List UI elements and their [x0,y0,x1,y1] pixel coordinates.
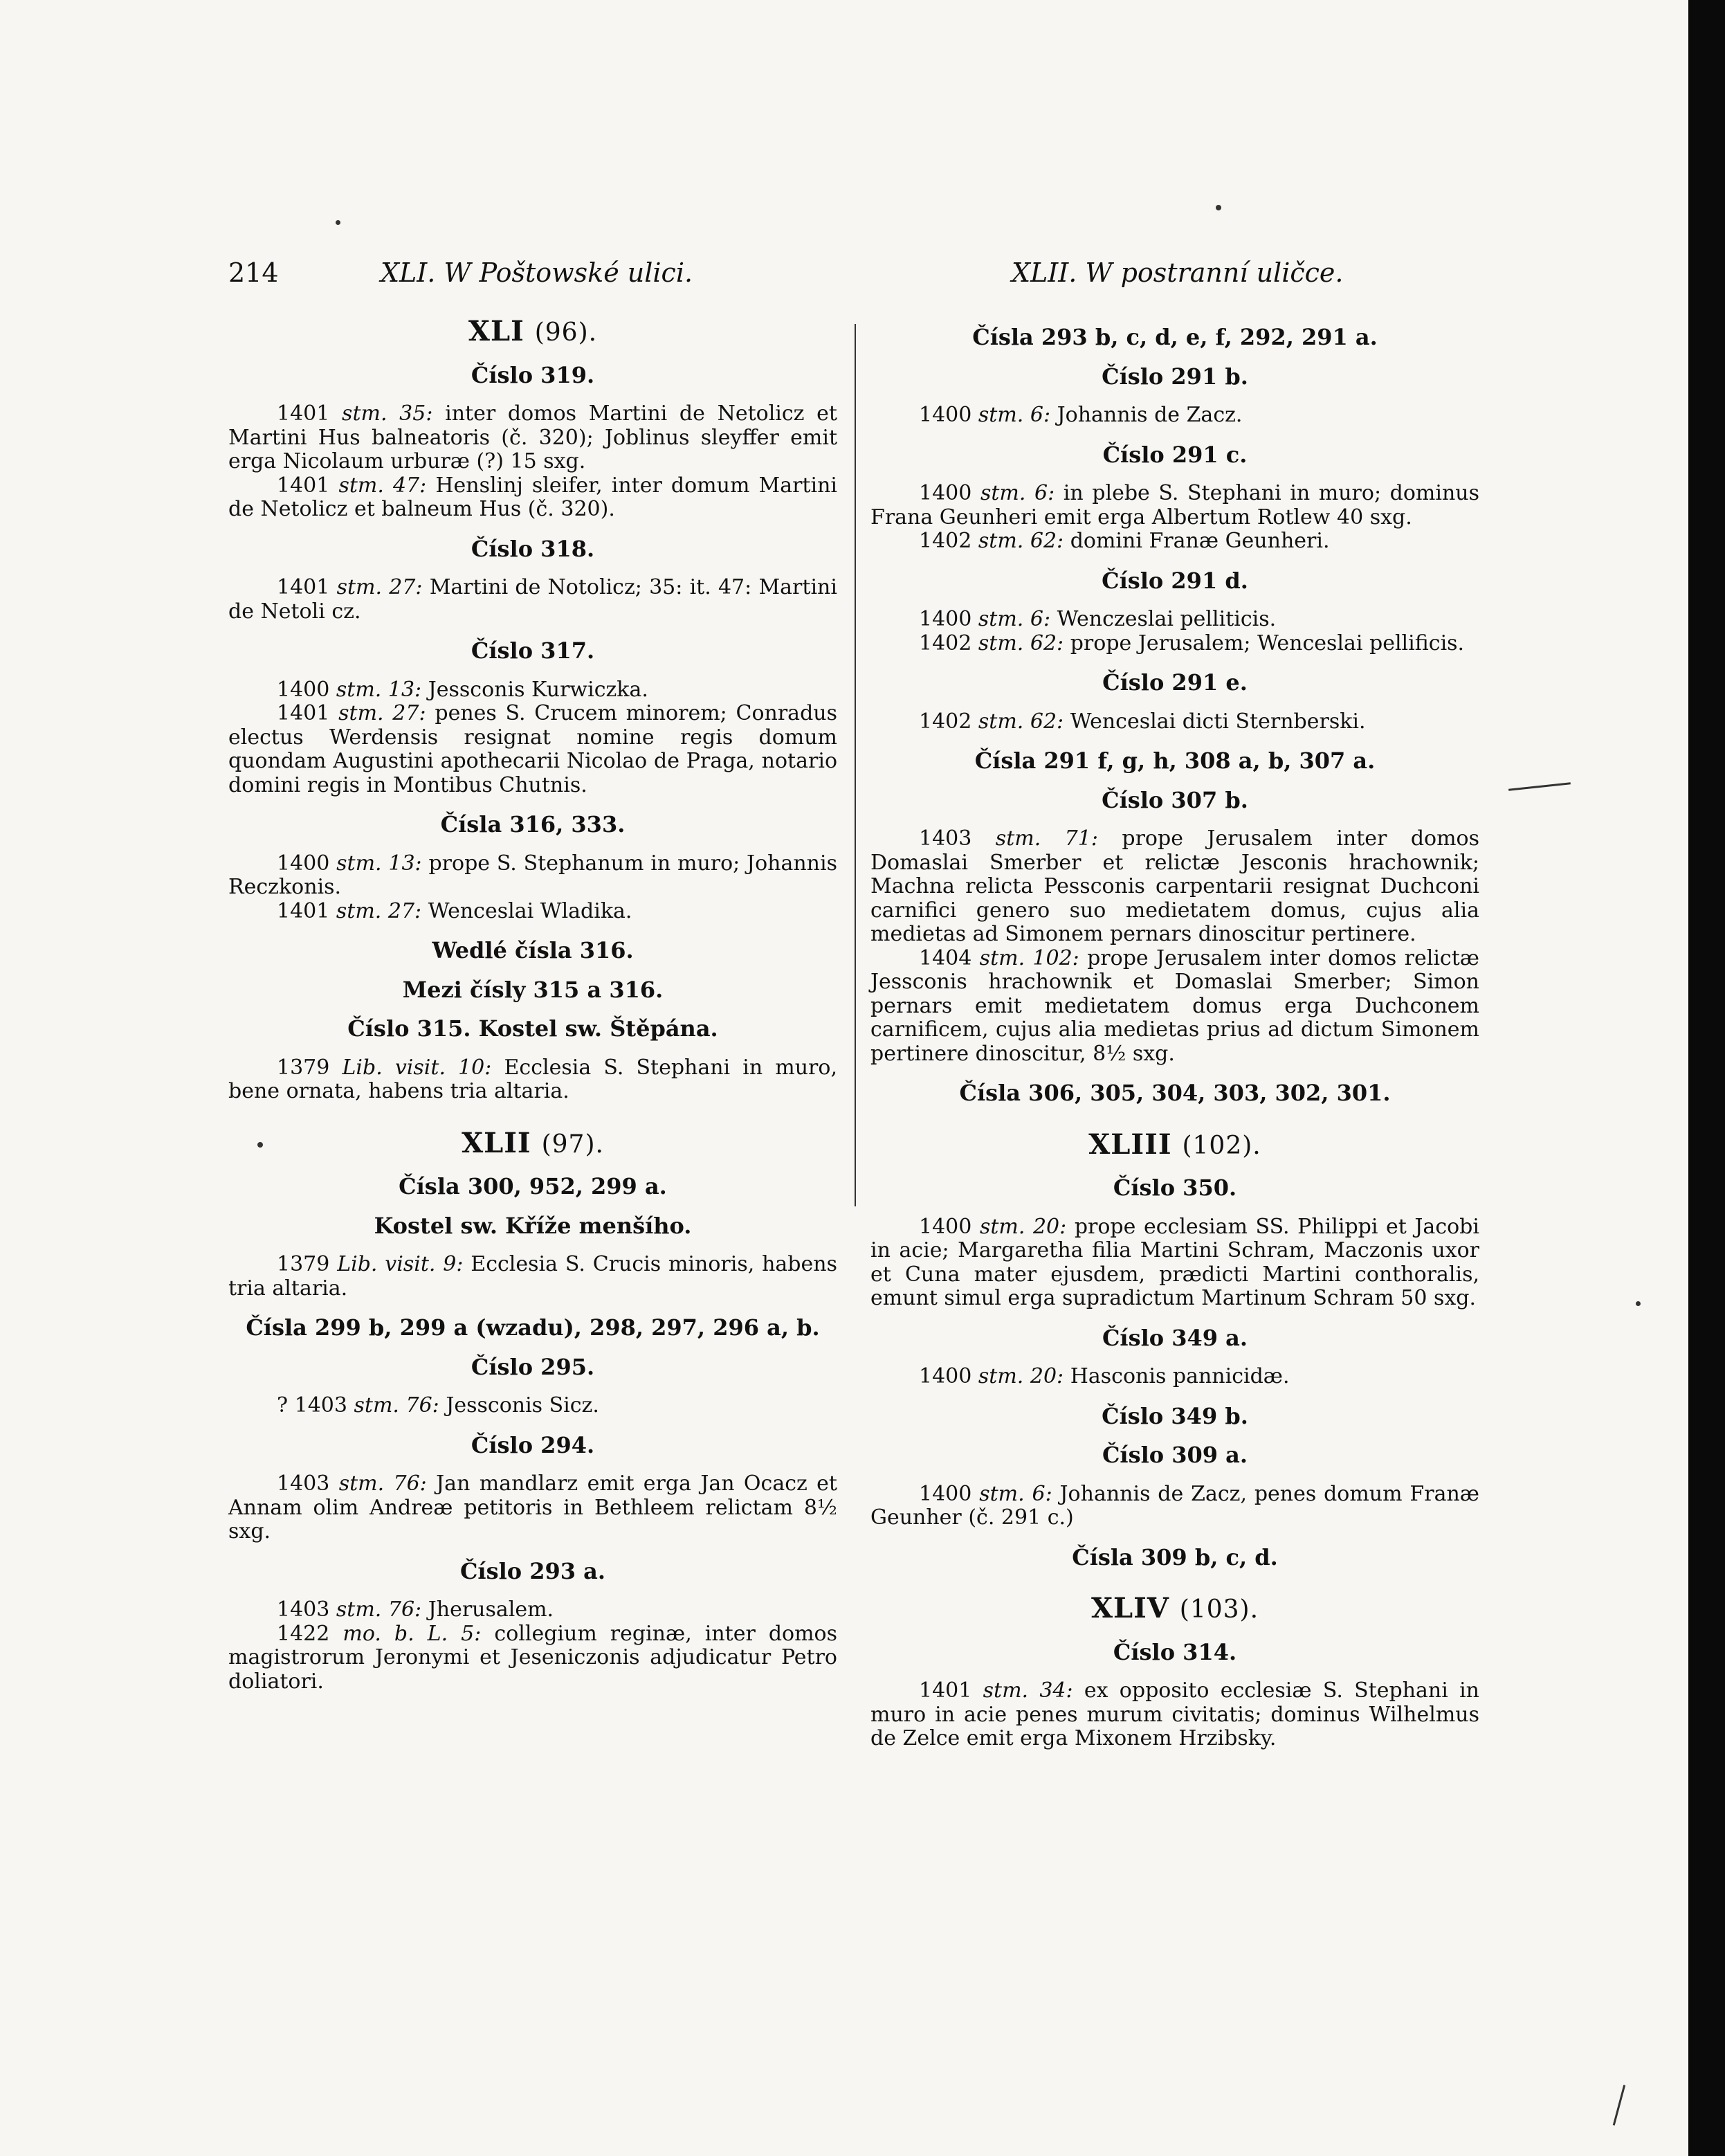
record-source: stm. 6: [980,481,1055,505]
record-block [228,402,837,522]
entry-heading: Číslo 319. [471,361,595,388]
record-entry [870,1215,1479,1311]
section-heading [870,1592,1479,1624]
record-entry [870,710,1479,734]
entry-heading: Číslo 295. [471,1353,595,1380]
record-block [870,608,1479,655]
section-roman: XLIV [1090,1592,1169,1624]
record-source: stm. 62: [978,631,1064,655]
left-running-title: XLI. W Poštowské ulici. [381,257,693,288]
record-source: stm. 27: [336,575,423,599]
record-year: 1401 [277,898,330,923]
record-year: 1379 [277,1252,330,1276]
record-year: 1403 [277,1471,330,1496]
record-text: Hasconis pannicidæ. [1070,1364,1290,1388]
record-entry [228,900,837,924]
ink-speck [336,220,340,225]
record-entry [870,1679,1479,1751]
record-entry [228,1598,837,1622]
section-heading [228,315,837,347]
record-entry [228,1253,837,1301]
record-year: 1403 [277,1597,330,1622]
record-source: stm. 76: [354,1393,439,1417]
record-text: inter domos Martini de Netolicz et Martini Hus balneatoris (č. 320); Joblinus sleyffer emit erga Nicolaum urburæ (?) 15 sxg. [228,401,837,473]
record-year: 1402 [919,529,972,553]
record-text: Wenceslai Wladika. [428,898,632,923]
record-entry [870,632,1479,656]
entry-heading: Číslo 317. [471,637,595,664]
record-entry [228,474,837,522]
record-year: 1404 [919,945,972,970]
record-text: Ecclesia S. Stephani in muro, bene ornata, habens tria altaria. [228,1055,837,1103]
left-column [228,315,837,1709]
entry-heading: Wedlé čísla 316. [432,937,634,963]
record-block [228,1253,837,1301]
entry-heading: Číslo 291 d. [1102,567,1248,594]
entry-heading: Číslo 349 a. [1102,1324,1248,1351]
record-source: stm. 35: [342,401,433,426]
record-source: stm. 6: [978,403,1051,427]
record-year: 1403 [919,826,972,851]
record-source: stm. 13: [336,851,422,876]
entry-heading: Čísla 309 b, c, d. [1072,1543,1278,1570]
entry-heading: Čísla 291 f, g, h, 308 a, b, 307 a. [974,748,1376,774]
ink-speck [1216,205,1221,210]
record-entry [870,482,1479,529]
record-block [228,1598,837,1694]
record-entry [870,947,1479,1067]
section-roman: XLIII [1088,1127,1172,1161]
pencil-mark [1613,2085,1625,2126]
record-block [870,710,1479,734]
section-roman: XLII [462,1126,531,1159]
record-year: 1401 [919,1678,972,1703]
entry-heading: Číslo 293 a. [459,1557,606,1584]
record-text: Johannis de Zacz. [1057,403,1243,427]
entry-heading: Čísla 306, 305, 304, 303, 302, 301. [959,1080,1391,1106]
entry-heading: Čísla 316, 333. [440,811,626,837]
record-text: penes S. Crucem minorem; Conradus electus Werdensis resignat nomine regis domum quondam Augustini apothecarii Nicolao de Praga, notario domini regis in Montibus Chutnis. [228,701,837,797]
pencil-mark [1508,782,1571,790]
record-source: stm. 62: [978,529,1064,553]
record-block [870,1365,1479,1389]
record-year: 1400 [919,607,972,631]
record-year: 1401 [277,701,330,725]
entry-heading: Kostel sw. Kříže menšího. [374,1212,692,1239]
record-year: ? 1403 [277,1393,347,1417]
entry-heading: Číslo 314. [1113,1638,1237,1665]
record-entry [870,1365,1479,1389]
entry-heading: Číslo 294. [471,1431,595,1458]
record-year: 1400 [919,1364,972,1388]
record-text: prope Jerusalem inter domos relictæ Jessconis hrachownik et Domaslai Smerber; Simon pernars emit medietatem domus erga Duchconem carnificem, cujus alia medietas prius ad dictum Simonem pertinere dinoscitur, 8½ sxg. [870,945,1479,1066]
section-roman: XLI [468,315,524,347]
record-block [870,1679,1479,1751]
record-block [870,404,1479,428]
entry-heading: Čísla 300, 952, 299 a. [399,1173,667,1199]
record-year: 1402 [919,709,972,734]
record-text: prope Jerusalem inter domos Domaslai Smerber et relictæ Jesconis hrachownik; Machna relicta Pessconis carpentarii resignat Duchconi carnifici genero suo medietatem domus, cujus alia medietas ad Simonem pernars dinoscitur pertinere. [870,826,1479,946]
entry-heading: Číslo 291 e. [1102,669,1248,696]
record-source: stm. 13: [336,677,422,702]
page-number: 214 [228,257,279,288]
record-text: Henslinj sleifer, inter domum Martini de Netolicz et balneum Hus (č. 320). [228,473,837,521]
record-source: stm. 20: [978,1364,1064,1388]
running-header [228,257,1467,292]
record-entry [228,576,837,624]
record-text: Jessconis Sicz. [446,1393,599,1417]
record-entry [228,1394,837,1418]
record-entry [870,404,1479,428]
record-year: 1401 [277,473,330,498]
entry-heading: Číslo 318. [471,535,595,562]
record-entry [870,827,1479,947]
section-number: (102). [1182,1131,1261,1160]
entry-heading: Číslo 350. [1113,1175,1237,1201]
record-text: collegium reginæ, inter domos magistrorum Jeronymi et Jeseniczonis adjudicatur Petro doliatori. [228,1621,837,1694]
record-entry [228,1472,837,1544]
entry-heading: Číslo 309 a. [1102,1442,1248,1468]
record-block [228,678,837,798]
entry-heading: Číslo 291 b. [1102,363,1248,390]
record-year: 1401 [277,575,330,599]
record-year: 1422 [277,1621,330,1646]
record-block [870,1483,1479,1530]
record-year: 1400 [277,851,330,876]
section-number: (97). [541,1130,604,1159]
entry-heading: Číslo 315. Kostel sw. Štěpána. [347,1015,718,1042]
record-text: prope ecclesiam SS. Philippi et Jacobi in acie; Margaretha filia Martini Schram, Maczonis uxor et Cuna mater ejusdem, prædicti Martini conthoralis, emunt simul erga supradictum Martinum Schram 50 sxg. [870,1214,1479,1310]
record-block [228,1472,837,1544]
record-text: Ecclesia S. Crucis minoris, habens tria altaria. [228,1252,837,1301]
record-source: stm. 6: [978,607,1051,631]
record-block [870,482,1479,554]
record-source: stm. 34: [983,1678,1073,1703]
right-running-title: XLII. W postranní uličce. [1012,257,1344,288]
scan-border [1688,0,1725,2156]
record-block [228,576,837,624]
record-entry [228,678,837,703]
record-entry [870,1483,1479,1530]
record-year: 1400 [919,1481,972,1506]
section-number: (103). [1179,1595,1259,1624]
record-source: stm. 76: [338,1471,427,1496]
record-entry [228,852,837,900]
ink-speck [257,1142,263,1148]
record-text: domini Franæ Geunheri. [1070,529,1330,553]
record-block [228,852,837,924]
record-source: stm. 71: [995,826,1098,851]
entry-heading: Čísla 299 b, 299 a (wzadu), 298, 297, 296 a, b. [246,1314,820,1341]
record-year: 1400 [277,677,330,702]
entry-heading: Číslo 349 b. [1102,1402,1248,1429]
entry-heading: Číslo 291 c. [1102,441,1248,468]
ink-speck [1636,1301,1641,1306]
record-source: mo. b. L. 5: [343,1621,482,1646]
record-source: stm. 62: [978,709,1064,734]
record-text: ex opposito ecclesiæ S. Stephani in muro in acie penes murum civitatis; dominus Wilhelmus de Zelce emit erga Mixonem Hrzibsky. [870,1678,1479,1750]
record-source: stm. 27: [338,701,426,725]
record-text: prope Jerusalem; Wenceslai pellificis. [1070,631,1465,655]
record-year: 1400 [919,403,972,427]
record-text: Martini de Notolicz; 35: it. 47: Martini de Netoli cz. [228,575,837,624]
record-source: Lib. visit. 10: [342,1055,492,1080]
record-source: stm. 76: [336,1597,422,1622]
right-column [870,320,1479,1766]
record-year: 1379 [277,1055,330,1080]
record-source: stm. 27: [336,898,422,923]
record-text: prope S. Stephanum in muro; Johannis Reczkonis. [228,851,837,899]
record-source: Lib. visit. 9: [337,1252,464,1276]
entry-heading: Číslo 307 b. [1102,786,1248,813]
record-source: stm. 6: [979,1481,1052,1506]
record-text: in plebe S. Stephani in muro; dominus Frana Geunheri emit erga Albertum Rotlew 40 sxg. [870,481,1479,529]
record-text: Johannis de Zacz, penes domum Franæ Geunher (č. 291 c.) [870,1481,1479,1530]
section-heading [870,1127,1479,1161]
record-text: Jessconis Kurwiczka. [428,677,648,702]
section-heading [228,1126,837,1159]
record-year: 1402 [919,631,972,655]
record-source: stm. 47: [338,473,427,498]
section-number: (96). [534,318,598,347]
record-text: Wenceslai dicti Sternberski. [1070,709,1366,734]
column-divider [855,324,856,1206]
record-entry [228,1056,837,1104]
record-text: Jherusalem. [428,1597,554,1622]
record-block [228,1056,837,1104]
record-source: stm. 102: [979,945,1079,970]
record-entry [870,529,1479,554]
record-year: 1401 [277,401,330,426]
entry-heading: Čísla 293 b, c, d, e, f, 292, 291 a. [972,324,1378,350]
record-year: 1400 [919,481,972,505]
record-entry [228,402,837,474]
record-source: stm. 20: [979,1214,1067,1239]
record-block [870,1215,1479,1311]
record-text: Wenczeslai pelliticis. [1057,607,1277,631]
entry-heading: Mezi čísly 315 a 316. [402,976,664,1003]
record-block [228,1394,837,1418]
record-entry [228,702,837,797]
record-text: Jan mandlarz emit erga Jan Ocacz et Annam olim Andreæ petitoris in Bethleem relictam 8½ sxg. [228,1471,837,1543]
record-block [870,827,1479,1066]
record-entry [228,1622,837,1694]
record-year: 1400 [919,1214,972,1239]
record-entry [870,608,1479,632]
